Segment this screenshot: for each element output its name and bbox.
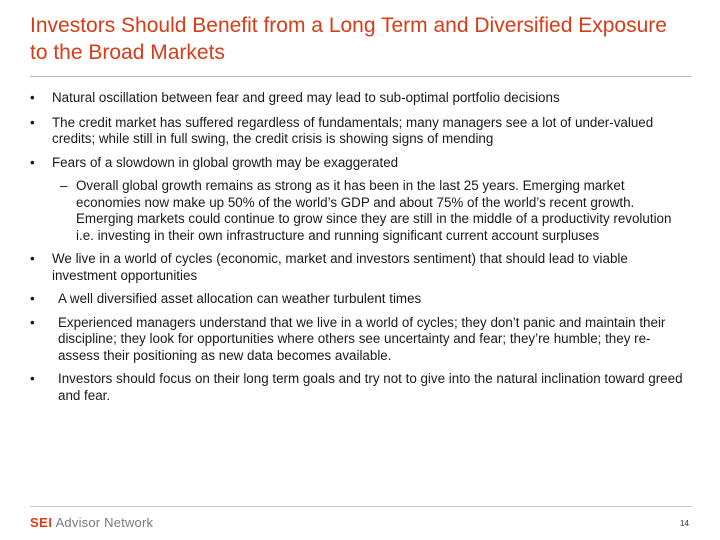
slide-title: Investors Should Benefit from a Long Term and Diversified Exposure to the Broad Markets [30,14,667,64]
bullet-icon: • [30,251,35,266]
bullet-text: Natural oscillation between fear and greed may lead to sub-optimal portfolio decisions [52,90,560,105]
bullet-item [30,291,692,308]
bullet-text: A well diversified asset allocation can weather turbulent times [58,291,422,306]
brand-logo [30,515,153,530]
bullet-icon: • [30,154,35,170]
bullet-item [30,251,692,284]
footer-divider [30,506,692,507]
bullet-item [30,315,692,365]
bullet-text: Fears of a slowdown in global growth may be exaggerated [52,154,399,170]
bullet-item [30,155,692,172]
brand-logo-text: Advisor Network [52,515,154,530]
bullet-item [30,115,692,148]
bullet-text: The credit market has suffered regardless of fundamentals; many managers see a lot of under-valued credits; while still in full swing, the credit crisis is showing signs of mending [52,114,654,146]
brand-logo-mark: SEI [30,515,53,530]
bullet-icon: • [30,291,35,306]
sub-bullet-item [30,178,692,244]
bullet-text: Investors should focus on their long term goals and try not to give into the natural inclination toward greed and fear. [58,371,683,403]
sub-bullet-text: Overall global growth remains as strong as it has been in the last 25 years. Emerging market economies now make up 50% of the world’s GDP and about 75% of the world’s recent growth. Emerging markets could continue to grow since they are still in the middle of a productivity revolution i.e. investing in their own infrastructure and running significant current account surpluses [76,178,672,243]
title-divider [30,76,692,77]
page-number: 14 [680,519,689,528]
bullet-icon: • [30,90,35,105]
bullet-text: We live in a world of cycles (economic, market and investors sentiment) that should lead to viable investment opportunities [52,251,628,283]
bullet-text: Experienced managers understand that we live in a world of cycles; they don’t panic and maintain their discipline; they look for opportunities where others see uncertainty and fear; they’re humble; they re-assess their positioning as new data becomes available. [58,314,666,363]
bullet-item [30,371,692,404]
bullet-item [30,90,692,107]
bullet-icon: • [30,371,35,386]
slide-body [30,90,692,411]
bullet-icon: • [30,314,35,330]
bullet-icon: • [30,114,35,130]
dash-icon: – [60,178,68,193]
